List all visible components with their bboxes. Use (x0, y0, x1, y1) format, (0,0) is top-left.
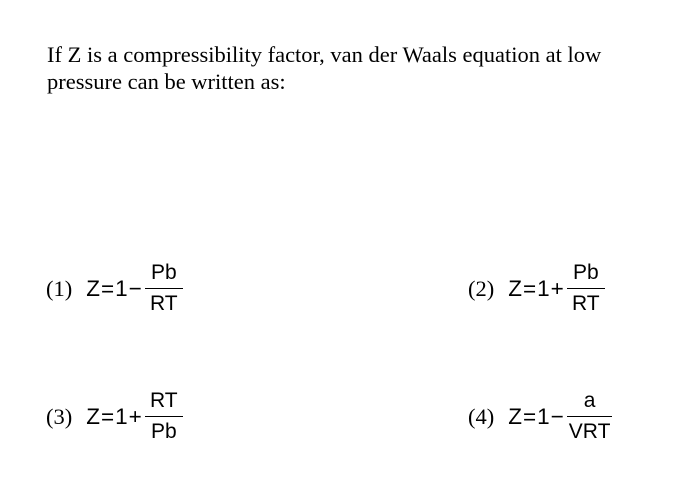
option-3[interactable] (46, 389, 183, 444)
option-number: (3) (46, 403, 73, 429)
formula-lhs: Z=1+ (86, 403, 143, 429)
option-formula (508, 261, 605, 316)
option-4[interactable] (468, 389, 612, 444)
fraction (145, 261, 183, 316)
option-number: (2) (468, 275, 495, 301)
option-formula (86, 389, 183, 444)
fraction-numerator: Pb (150, 261, 177, 284)
fraction-denominator: RT (145, 288, 183, 316)
fraction (567, 261, 605, 316)
question-text: If Z is a compressibility factor, van der Waals equation at low pressure can be written as: (47, 42, 602, 94)
fraction-numerator: a (583, 389, 596, 412)
option-formula (508, 389, 612, 444)
fraction (145, 389, 183, 444)
fraction-numerator: RT (149, 389, 178, 412)
option-1[interactable] (46, 261, 183, 316)
option-number: (1) (46, 275, 73, 301)
fraction-denominator: VRT (567, 416, 613, 444)
formula-lhs: Z=1− (86, 275, 143, 301)
formula-lhs: Z=1− (508, 403, 565, 429)
option-2[interactable] (468, 261, 605, 316)
option-number: (4) (468, 403, 495, 429)
formula-lhs: Z=1+ (508, 275, 565, 301)
option-formula (86, 261, 183, 316)
fraction-denominator: Pb (145, 416, 183, 444)
fraction-numerator: Pb (572, 261, 599, 284)
fraction (567, 389, 613, 444)
fraction-denominator: RT (567, 288, 605, 316)
